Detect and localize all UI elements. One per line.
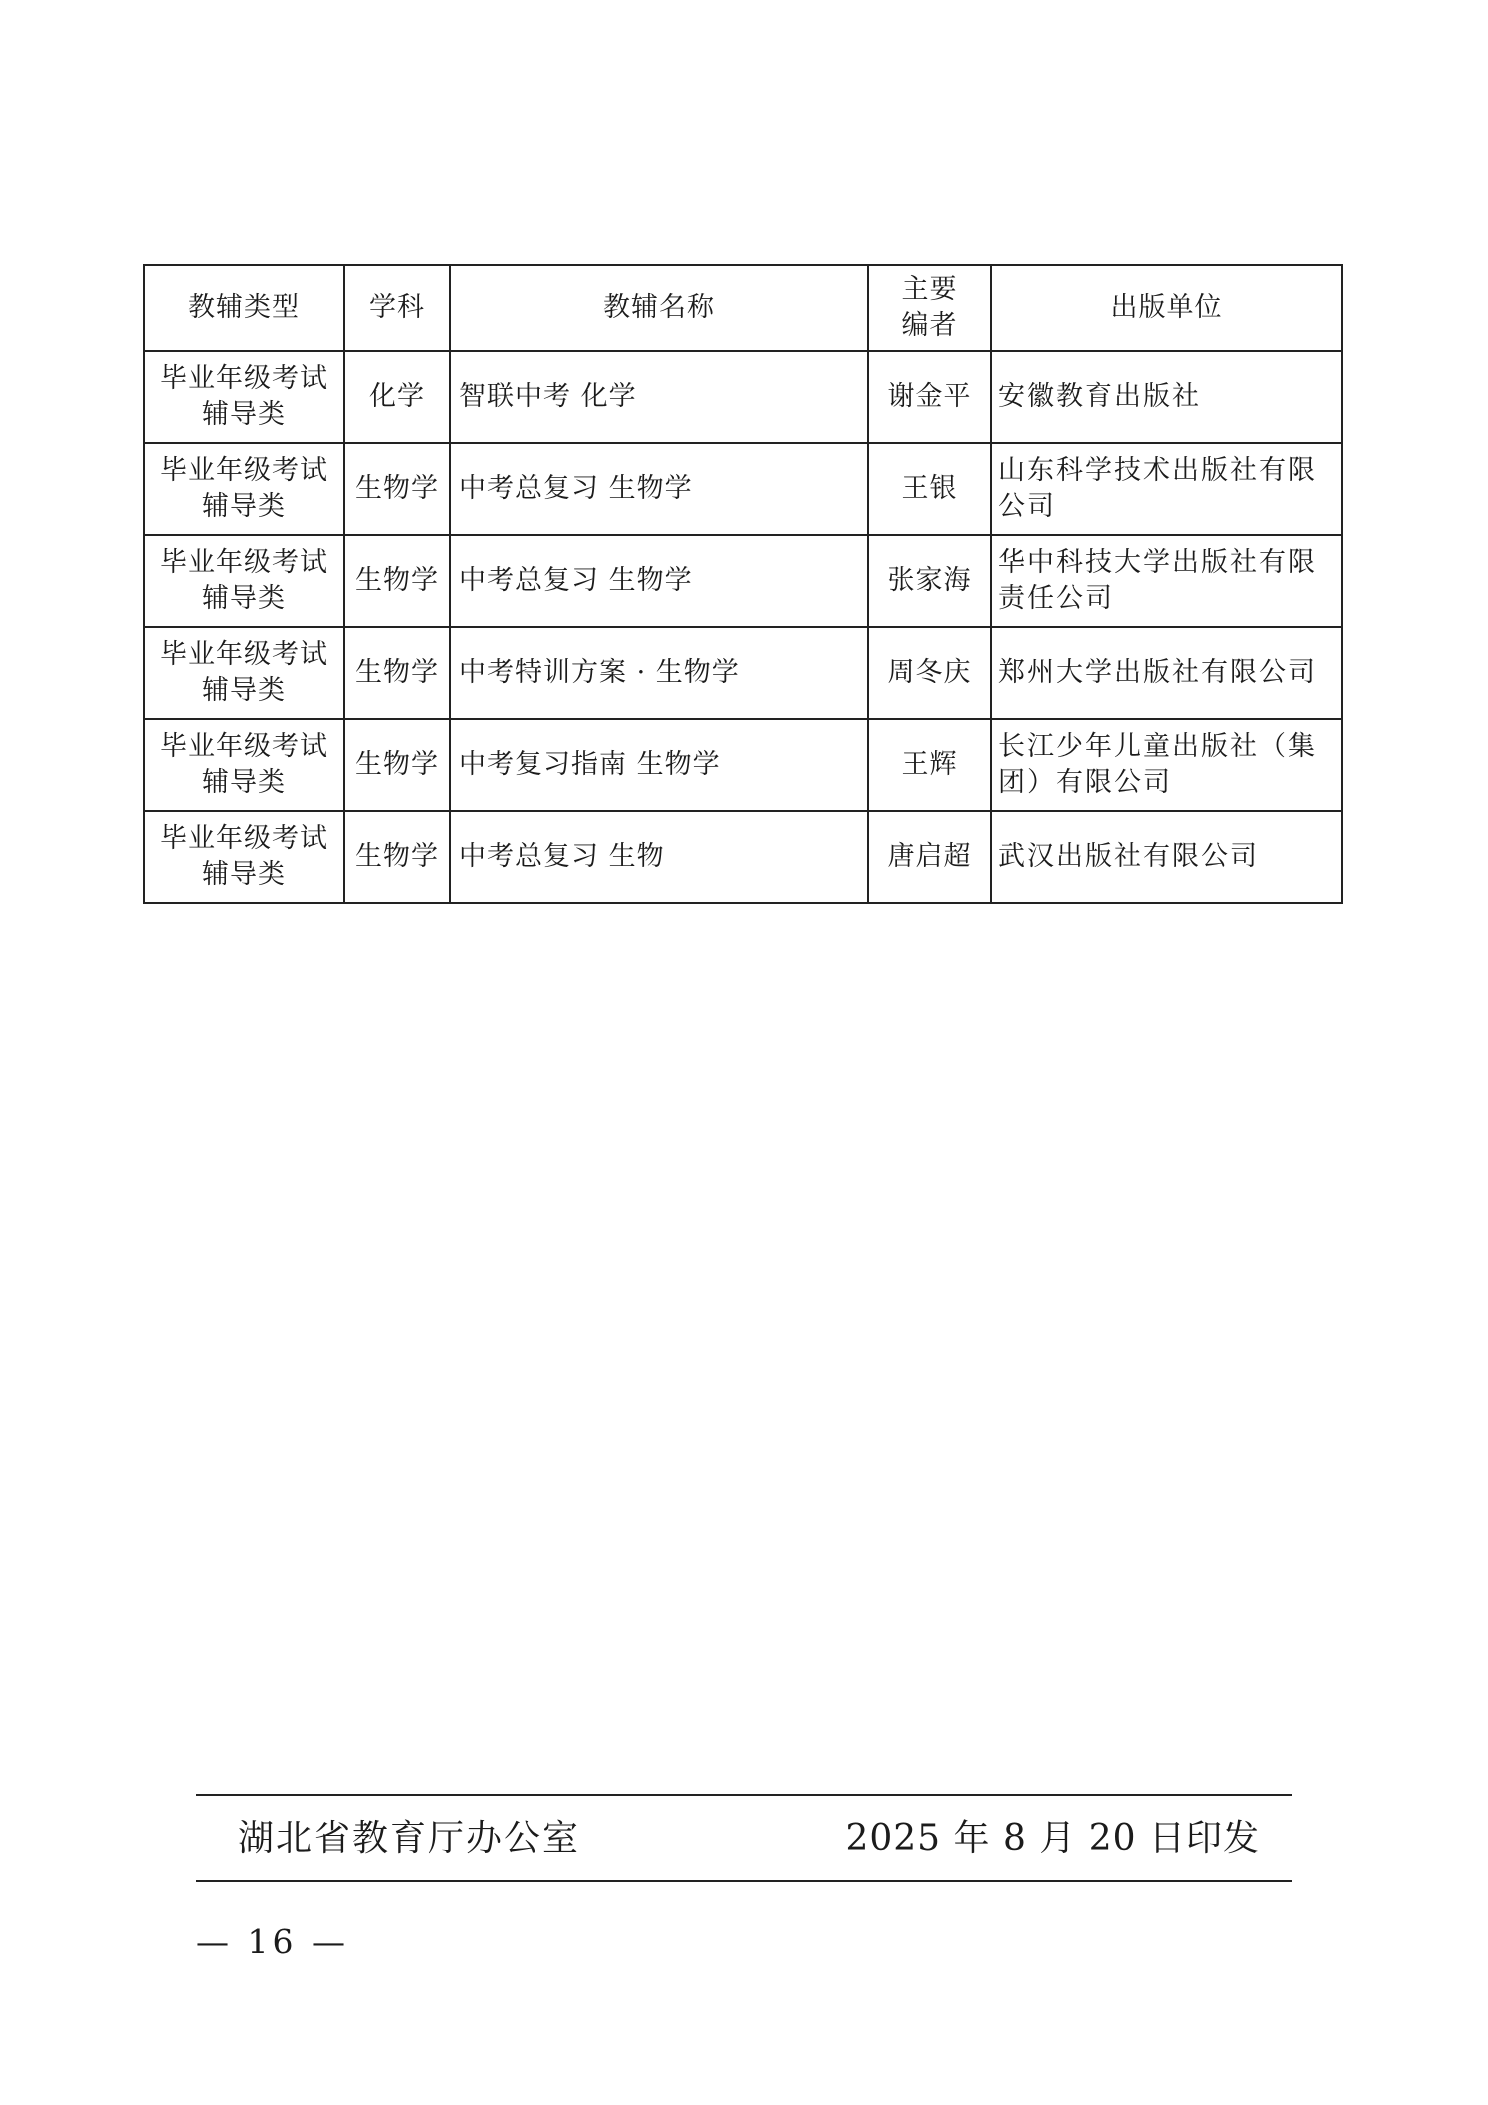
cell-subject: 生物学 [344,443,450,535]
cell-editor: 王银 [868,443,991,535]
cell-type [144,443,344,535]
cell-name: 中考特训方案 · 生物学 [450,627,868,719]
cell-editor: 周冬庆 [868,627,991,719]
cell-type-line2: 辅导类 [202,491,286,522]
page-number: — 16 — [196,1922,349,1961]
cell-publisher: 长江少年儿童出版社（集团）有限公司 [991,719,1342,811]
footer-issuer: 湖北省教育厅办公室 [238,1818,581,1859]
cell-type-line2: 辅导类 [202,583,286,614]
cell-type [144,351,344,443]
cell-editor: 唐启超 [868,811,991,903]
cell-editor: 王辉 [868,719,991,811]
footer-date: 2025 年 8 月 20 日印发 [845,1818,1260,1859]
cell-type-line2: 辅导类 [202,675,286,706]
cell-subject: 生物学 [344,811,450,903]
cell-name: 中考复习指南 生物学 [450,719,868,811]
cell-publisher: 山东科学技术出版社有限公司 [991,443,1342,535]
cell-type [144,535,344,627]
table-row [144,535,1342,627]
footer-bottom-rule [196,1880,1292,1882]
table-row [144,811,1342,903]
table-row [144,719,1342,811]
header-editor [868,265,991,351]
cell-type-line1: 毕业年级考试 [160,639,328,670]
cell-publisher: 武汉出版社有限公司 [991,811,1342,903]
cell-type [144,811,344,903]
cell-type [144,627,344,719]
cell-subject: 生物学 [344,535,450,627]
cell-name: 智联中考 化学 [450,351,868,443]
header-publisher: 出版单位 [991,265,1342,351]
header-subject: 学科 [344,265,450,351]
cell-type-line1: 毕业年级考试 [160,363,328,394]
cell-type-line1: 毕业年级考试 [160,455,328,486]
cell-publisher: 安徽教育出版社 [991,351,1342,443]
cell-subject: 化学 [344,351,450,443]
cell-type [144,719,344,811]
cell-editor: 谢金平 [868,351,991,443]
cell-type-line1: 毕业年级考试 [160,731,328,762]
header-editor-line1: 主要 [901,274,958,305]
cell-subject: 生物学 [344,719,450,811]
header-type: 教辅类型 [144,265,344,351]
cell-publisher: 华中科技大学出版社有限责任公司 [991,535,1342,627]
cell-type-line2: 辅导类 [202,859,286,890]
cell-subject: 生物学 [344,627,450,719]
header-name: 教辅名称 [450,265,868,351]
cell-name: 中考总复习 生物 [450,811,868,903]
table-header-row [144,265,1342,351]
cell-type-line1: 毕业年级考试 [160,823,328,854]
cell-type-line2: 辅导类 [202,399,286,430]
cell-type-line2: 辅导类 [202,767,286,798]
cell-name: 中考总复习 生物学 [450,443,868,535]
table-row [144,351,1342,443]
cell-editor: 张家海 [868,535,991,627]
header-editor-line2: 编者 [901,310,958,341]
cell-publisher: 郑州大学出版社有限公司 [991,627,1342,719]
table-row [144,443,1342,535]
textbook-table [143,264,1343,904]
footer-top-rule [196,1794,1292,1796]
table-row [144,627,1342,719]
cell-name: 中考总复习 生物学 [450,535,868,627]
cell-type-line1: 毕业年级考试 [160,547,328,578]
